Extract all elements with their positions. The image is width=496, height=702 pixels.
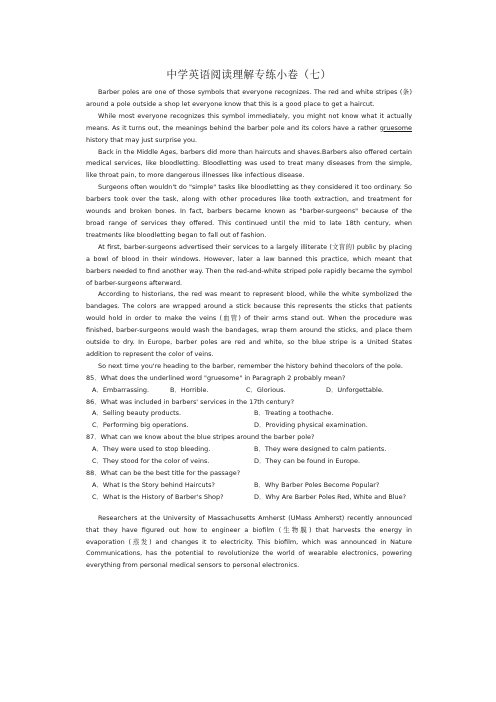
- passage-2-paragraph-1: Researchers at the University of Massachusetts Amherst (UMass Amherst) recently announced that they have figured out how to engineer a biofilm (生物膜) that harvests the energy in evaporation (蒸发) and changes it to electricity. This biofilm, which was announced in Nature Communications, has the potential to revolutionize the world of wearable electronics, powering everything from personal medical sensors to personal electronics.: [86, 513, 412, 570]
- paragraph-2-text-a: While most everyone recognizes this symbol immediately, you might not know what it actually means. As it turns out, the meanings behind the barber pole and its colors have a rather: [86, 111, 412, 132]
- paragraph-2: [86, 111, 412, 147]
- paragraph-7: So next time you're heading to the barber, remember the history behind thecolors of the pole.: [98, 361, 403, 370]
- paragraph-5: At first, barber-surgeons advertised their services to a largely illiterate (文盲的) public by placing a bowl of blood in their windows. However, later a law banned this practice, which meant that barbers needed to find another way. Then the red-and-white striped pole rapidly became the symbol of barber-surgeons afterward.: [86, 242, 412, 287]
- question-88-option-b: B．Why Barber Poles Become Popular?: [254, 480, 380, 489]
- question-88-options: [86, 480, 412, 504]
- question-86-option-c: C．Performing big operations.: [92, 421, 189, 430]
- question-85-options: [86, 385, 412, 397]
- question-87-stem: 87．What can we know about the blue stripes around the barber pole?: [86, 433, 315, 442]
- question-85-stem: 85．What does the underlined word "gruesome" in Paragraph 2 probably mean?: [86, 373, 346, 382]
- question-87-option-c: C．They stood for the color of veins.: [92, 457, 210, 466]
- question-87-option-a: A．They were used to stop bleeding.: [92, 445, 211, 454]
- question-87-option-b: B．They were designed to calm patients.: [254, 445, 387, 454]
- question-86-option-d: D．Providing physical examination.: [254, 421, 368, 430]
- question-85-option-b: B．Horrible.: [170, 385, 209, 394]
- question-86-options: [86, 408, 412, 432]
- question-86-option-a: A．Selling beauty products.: [92, 409, 182, 418]
- question-86-stem: 86．What was included in barbers' services in the 17th century?: [86, 397, 294, 406]
- question-85-option-c: C．Glorious.: [246, 385, 286, 394]
- paragraph-6: According to historians, the red was meant to represent blood, while the white symbolized the bandages. The colors are wrapped around a stick because this represents the sticks that patients would hold in order to make the veins (血管) of their arms stand out. When the procedure was finished, barber-surgeons would wash the bandages, wrap them around the sticks, and place them outside to dry. In Europe, barber poles are red and white, so the blue stripe is a United States addition to represent the color of veins.: [86, 290, 412, 358]
- underlined-word: gruesome: [379, 123, 412, 132]
- question-88-option-d: D．Why Are Barber Poles Red, White and Blue?: [254, 492, 407, 501]
- paragraph-2-text-b: history that may just surprise you.: [86, 135, 198, 144]
- paragraph-4: Surgeons often wouldn't do "simple" tasks like bloodletting as they considered it too ordinary. So barbers took over the task, along with other procedures like tooth extraction, and treatment for wounds and broken bones. In fact, barbers became known as "barber-surgeons" because of the broad range of services they offered. This continued until the mid to late 18th century, when treatments like bloodletting began to fall out of fashion.: [86, 183, 412, 239]
- question-88-stem: 88．What can be the best title for the passage?: [86, 469, 241, 477]
- paragraph-1: Barber poles are one of those symbols that everyone recognizes. The red and white stripes (条) around a pole outside a shop let everyone know that this is a good place to get a haircut.: [86, 88, 412, 108]
- question-88-option-c: C．What Is the History of Barber's Shop?: [92, 492, 224, 501]
- question-87-option-d: D．They can be found in Europe.: [254, 457, 361, 466]
- question-88-option-a: A．What Is the Story behind Haircuts?: [92, 480, 215, 489]
- paragraph-3: Back in the Middle Ages, barbers did more than haircuts and shaves.Barbers also offered certain medical services, like bloodletting. Bloodletting was used to treat many diseases from the simple, like throat pain, to more dangerous illnesses like infectious disease.: [86, 147, 412, 180]
- section-gap: [86, 504, 412, 513]
- question-86-option-b: B．Treating a toothache.: [254, 409, 334, 418]
- question-87-options: [86, 444, 412, 468]
- question-85-option-d: D．Unforgettable.: [326, 385, 384, 394]
- question-list: [86, 373, 412, 504]
- page-title: 中学英语阅读理解专练小卷（七）: [166, 69, 332, 81]
- question-85-option-a: A．Embarrassing.: [92, 385, 150, 394]
